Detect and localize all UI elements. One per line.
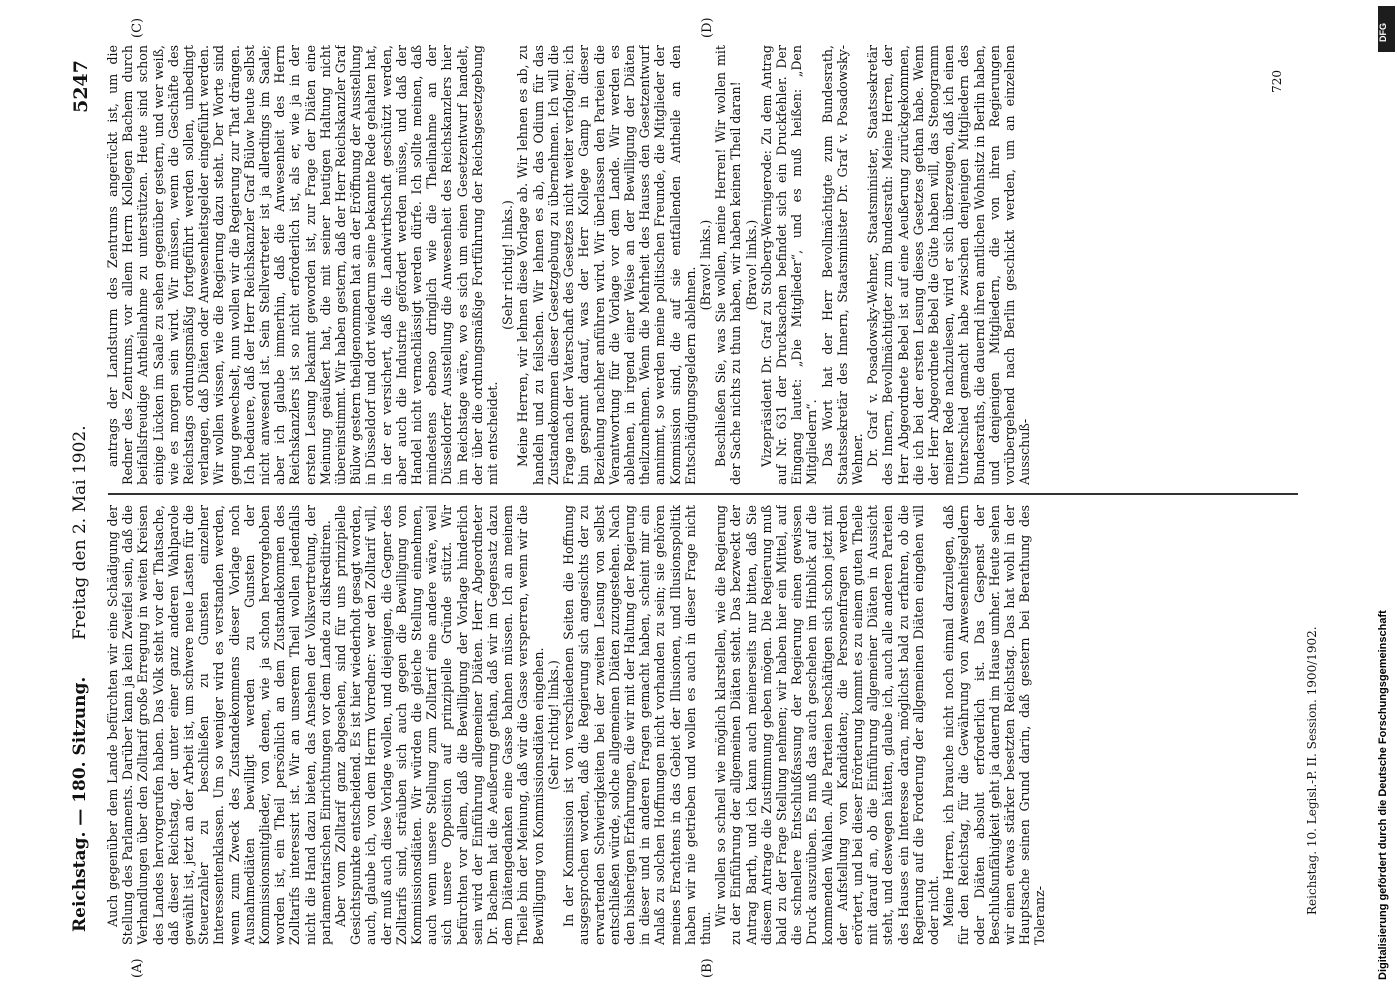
header-page-number: 5247 [70,60,92,113]
paragraph: Dr. Graf v. Posadowsky-Wehner, Staatsminister, Staatssekretär des Innern, Bevollmächtigter zum Bundesrath: Meine Herren, der Herr Abgeordnete Bebel ist auf eine Aeußerung zurückgekommen, die ich bei der ersten Lesung dieses Gesetzes gethan habe. Wenn der Herr Abgeordnete Bebel die Güte haben will, das Stenogramm meiner Rede nachzulesen, wird er sich überzeugen, daß ich einen Unterschied gemacht habe zwischen denjenigen Mitgliedern des Bundesraths, die dauernd ihren amtlichen Wohnsitz in Berlin haben, und denjenigen Mitgliedern, die von ihren Regierungen vorübergehend nach Berlin geschickt werden, um an einzelnen Ausschuß- [865,45,1033,485]
paragraph: Vizepräsident Dr. Graf zu Stolberg-Wernigerode: Zu dem Antrag auf Nr. 631 der Drucksachen befindet sich ein Druckfehler. Der Eingang lautet: „Die Mitglieder“, und es muß heißen: „Den Mitgliedern“. [758,45,820,485]
dfg-logo-icon: DFG [1378,6,1395,52]
page-header [60,60,100,940]
paragraph: Meine Herren, wir lehnen diese Vorlage ab. Wir lehnen es ab, zu handeln und zu feilschen. Wir lehnen es ab, das Odium für das Zustandekommen dieser Gesetzgebung zu übernehmen. Ich will die Frage nach der Vaterschaft des Gesetzes nicht weiter verfolgen; ich bin gespannt darauf, was der Herr Kollege Gamp in dieser Beziehung nachher anführen wird. Wir überlassen den Parteien die Verantwortung für die Vorlage vor dem Lande. Wir werden es ablehnen, in irgend einer Weise an der Bewilligung der Diäten theilzunehmen. Wenn die Mehrheit des Hauses den Gesetzentwurf annimmt, so werden meine politischen Freunde, die Mitglieder der Kommission sind, die auf sie entfallenden Antheile an den Entschädigungsgeldern ablehnen. [515,45,698,485]
paragraph: Beschließen Sie, was Sie wollen, meine Herren! Wir wollen mit der Sache nichts zu thun haben, wir haben keinen Theil daran! [713,45,744,485]
header-date: Freitag den 2. Mai 1902. [70,425,90,640]
interjection: (Sehr richtig! links.) [545,660,561,790]
paragraph: antrags der Landsturm des Zentrums angerückt ist, um die Redner des Zentrums, vor allem Herrn Kollegen Bachem durch beifallsfreudige Antheilnahme zu unterstützen. Heute sind schon einige Lücken im Saale zu sehen gegenüber gestern, und wer weiß, wie es morgen sein wird. Wir müssen, wenn die Geschäfte des Reichstags ordnungsmäßig fortgeführt werden sollen, unbedingt verlangen, daß Diäten oder Anwesenheitsgelder eingeführt werden. Wir wollen wissen, wie die Regierung dazu steht. Der Worte sind genug gewechselt, nun wollen wir die Regierung zur That drängen. Ich bedauere, daß der Herr Reichskanzler Graf Bülow heute selbst nicht anwesend ist. Sein Stellvertreter ist ja allerdings im Saale; aber ich glaube immerhin, daß die Anwesenheit des Herrn Reichskanzlers ist so nicht erforderlich ist, als er, wie ja in der ersten Lesung bekannt geworden ist, zur Frage der Diäten eine Meinung geäußert hat, die mit seiner heutigen Haltung nicht übereinstimmt. Wir haben gestern, daß der Herr Reichskanzler Graf Bülow gestern theilgenommen hat an der Eröffnung der Ausstellung in Düsseldorf und dort wiederum seine bekannte Rede gehalten hat, in der er versichert, daß die Landwirthschaft geschützt werden, aber auch die Industrie gefördert werden müsse, und daß der Handel nicht vernachlässigt werden dürfe. Ich sollte meinen, daß mindestens ebenso dringlich wie die Theilnahme an der Düsseldorfer Ausstellung die Anwesenheit des Reichskanzlers hier im Reichstage wäre, wo es sich um einen Gesetzentwurf handelt, der über die ordnungsmäßige Fortführung der Reichsgesetzgebung mit entscheidet. [105,45,501,485]
paragraph: In der Kommission ist von verschiedenen Seiten die Hoffnung ausgesprochen worden, daß die Regierung sich angesichts der zu erwartenden Schwierigkeiten bei der zweiten Lesung von selbst entschließen würde, solche allgemeinen Diäten zuzugestehen. Nach den bisherigen Erfahrungen, die wir mit der Haltung der Regierung in dieser und in anderen Fragen gemacht haben, scheint mir ein Anlaß zu solchen Hoffnungen nicht vorhanden zu sein; sie gehören meines Erachtens in das Gebiet der Illusionen, und Illusionspolitik haben wir nie getrieben und wollen es auch in dieser Frage nicht thun. [561,505,713,945]
footer-page-number: 720 [1270,70,1284,93]
funding-note: Digitalisierung gefördert durch die Deutsche Forschungsgemeinschaft [1377,610,1389,980]
margin-marker-a: (A) [130,958,145,978]
paragraph: Aber vom Zolltarif ganz abgesehen, sind für uns prinzipielle Gesichtspunkte entscheidend. Es ist hier wiederholt gesagt worden, auch, glaube ich, von dem Herrn Vorredner: wer den Zolltarif will, der muß auch diese Vorlage wollen, und diejenigen, die Gegner des Zolltarifs sind, sträuben sich auch gegen die Bewilligung von Kommissionsdiäten. Wir würden die gleiche Stellung einnehmen, auch wenn unsere Stellung zum Zolltarif eine andere wäre, weil sich unsere Opposition auf prinzipielle Gründe stützt. Wir befürchten vor allem, daß die Bewilligung der Vorlage hinderlich sein wird der Einführung allgemeiner Diäten. Herr Abgeordneter Dr. Bachem hat die Aeußerung gethan, daß wir im Gegensatz dazu dem Diätengedanken eine Gasse bahnen müssen. Ich an meinem Theile bin der Meinung, daß wir die Gasse versperren, wenn wir die Bewilligung von Kommissionsdiäten eingehen. [333,505,546,945]
interjection: (Bravo! links.) [743,219,759,311]
paragraph: Meine Herren, ich brauche nicht noch einmal darzulegen, daß für den Reichstag, für die Gewährung von Anwesenheitsgeldern oder Diäten absolut erforderlich ist. Das Gespenst der Beschlußunfähigkeit geht ja dauernd im Hause umher. Heute sehen wir einen etwas stärker besetzten Reichstag. Das hat wohl in der Hauptsache seinen Grund darin, daß gestern bei Berathung des Toleranz- [941,505,1048,945]
margin-marker-b: (B) [700,958,715,978]
dfg-sidebar [1376,0,1397,1000]
column-divider [108,493,1298,495]
margin-marker-c: (C) [130,17,145,38]
header-left: Reichstag. — 180. Sitzung. [70,676,90,932]
page-footer: Reichstag. 10. Legisl.-P. II. Session. 1900/1902. [1305,626,1319,915]
paragraph: Auch gegenüber dem Lande befürchten wir eine Schädigung der Stellung des Parlaments. Darüber kann ja kein Zweifel sein, daß die Verhandlungen über den Zolltarif große Erregung in weiten Kreisen des Landes hervorgerufen haben. Das Volk steht vor der Thatsache, daß dieser Reichstag, der unter einer ganz anderen Wahlparole gewählt ist, jetzt an der Arbeit ist, um schwere neue Lasten für die Steuerzahler zu beschließen zu Gunsten einzelner Interessentenklassen. Um so weniger wird es verstanden werden, wenn zum Zweck des Zustandekommens dieser Vorlage noch Ausnahmediäten bewilligt werden zu Gunsten der Kommissionsmitglieder, von denen, wie ja schon hervorgehoben worden ist, ein Theil persönlich an dem Zustandekommen des Zolltarifs interessirt ist. Wir an unserem Theil wollen jedenfalls nicht die Hand dazu bieten, das Ansehen der Volksvertretung, der parlamentarischen Einrichtungen vor dem Lande zu diskreditiren. [105,505,333,945]
text-column-left [105,505,1285,945]
text-column-right [105,45,1245,485]
paragraph: Das Wort hat der Herr Bevollmächtigte zum Bundesrath, Staatssekretär des Innern, Staatsminister Dr. Graf v. Posadowsky-Wehner. [819,45,865,485]
interjection: (Bravo! links.) [697,219,713,311]
paragraph: Wir wollen so schnell wie möglich klarstellen, wie die Regierung zu der Einführung der allgemeinen Diäten steht. Das bezweckt der Antrag Barth, und ich kann auch meinerseits nur bitten, daß Sie diesem Antrage die Zustimmung geben mögen. Die Regierung muß bald zu der Frage Stellung nehmen; wir haben hier ein Mittel, auf die schnellere Entschlußfassung der Regierung einen gewissen Druck auszuüben. Es muß das auch geschehen im Hinblick auf die kommenden Wahlen. Alle Parteien beschäftigen sich schon jetzt mit der Aufstellung von Kandidaten; die Personenfragen werden erörtert, und bei dieser Erörterung kommt es zu einem guten Theile mit darauf an, ob die Einführung allgemeiner Diäten in Aussicht steht, und deswegen hätten, glaube ich, auch alle anderen Parteien des Hauses ein Interesse daran, möglichst bald zu erfahren, ob die Regierung auf die Forderung der allgemeinen Diäten eingehen will oder nicht. [713,505,941,945]
interjection: (Sehr richtig! links.) [500,200,516,330]
margin-marker-d: (D) [700,17,715,38]
